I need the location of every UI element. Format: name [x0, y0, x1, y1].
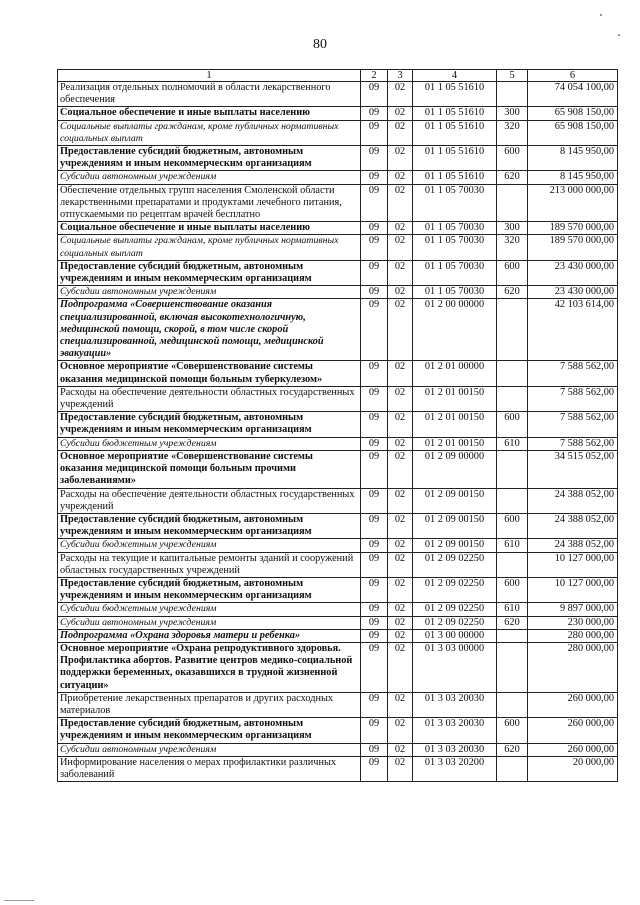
- row-target-code-cell: 01 3 03 20200: [413, 756, 497, 781]
- row-expense-type-cell: 610: [497, 437, 528, 450]
- row-subsection-cell: 02: [388, 552, 413, 577]
- row-amount-cell: 280 000,00: [528, 629, 618, 642]
- row-expense-type-cell: 610: [497, 603, 528, 616]
- row-name-cell: Основное мероприятие «Охрана репродуктивного здоровья. Профилактика абортов. Развитие центров медико-социальной поддержки беременных, оказавшихся в трудной жизненной ситуации»: [58, 642, 361, 692]
- row-amount-cell: 65 908 150,00: [528, 120, 618, 145]
- row-subsection-cell: 02: [388, 82, 413, 107]
- row-subsection-cell: 02: [388, 171, 413, 184]
- row-expense-type-cell: 600: [497, 513, 528, 538]
- table-row: [58, 107, 618, 120]
- row-expense-type-cell: [497, 642, 528, 692]
- table-row: [58, 361, 618, 386]
- row-section-cell: 09: [361, 616, 388, 629]
- row-target-code-cell: 01 3 03 20030: [413, 692, 497, 717]
- row-target-code-cell: 01 1 05 51610: [413, 82, 497, 107]
- row-section-cell: 09: [361, 513, 388, 538]
- scan-mark: [4, 900, 34, 901]
- row-section-cell: 09: [361, 539, 388, 552]
- row-expense-type-cell: 320: [497, 120, 528, 145]
- row-target-code-cell: 01 2 09 02250: [413, 603, 497, 616]
- column-header: 4: [413, 70, 497, 82]
- row-target-code-cell: 01 3 03 20030: [413, 743, 497, 756]
- table-row: [58, 120, 618, 145]
- row-expense-type-cell: [497, 488, 528, 513]
- row-name-cell: Социальные выплаты гражданам, кроме публичных нормативных социальных выплат: [58, 120, 361, 145]
- row-section-cell: 09: [361, 286, 388, 299]
- row-subsection-cell: 02: [388, 756, 413, 781]
- table-row: [58, 82, 618, 107]
- row-expense-type-cell: [497, 386, 528, 411]
- row-section-cell: 09: [361, 412, 388, 437]
- scan-mark: [600, 14, 602, 16]
- row-expense-type-cell: 300: [497, 107, 528, 120]
- row-name-cell: Предоставление субсидий бюджетным, автономным учреждениям и иным некоммерческим организациям: [58, 718, 361, 743]
- row-section-cell: 09: [361, 552, 388, 577]
- row-target-code-cell: 01 2 09 02250: [413, 552, 497, 577]
- row-target-code-cell: 01 2 01 00150: [413, 412, 497, 437]
- row-name-cell: Предоставление субсидий бюджетным, автономным учреждениям и иным некоммерческим организациям: [58, 577, 361, 602]
- row-amount-cell: 7 588 562,00: [528, 412, 618, 437]
- row-expense-type-cell: 300: [497, 222, 528, 235]
- table-row: [58, 222, 618, 235]
- row-expense-type-cell: 610: [497, 539, 528, 552]
- row-name-cell: Субсидии автономным учреждениям: [58, 616, 361, 629]
- row-subsection-cell: 02: [388, 718, 413, 743]
- row-amount-cell: 280 000,00: [528, 642, 618, 692]
- row-subsection-cell: 02: [388, 412, 413, 437]
- row-amount-cell: 20 000,00: [528, 756, 618, 781]
- row-amount-cell: 74 054 100,00: [528, 82, 618, 107]
- table-row: [58, 386, 618, 411]
- row-target-code-cell: 01 1 05 70030: [413, 184, 497, 222]
- row-target-code-cell: 01 2 00 00000: [413, 299, 497, 361]
- page-number: 80: [313, 37, 327, 52]
- row-section-cell: 09: [361, 743, 388, 756]
- row-subsection-cell: 02: [388, 692, 413, 717]
- row-expense-type-cell: 620: [497, 616, 528, 629]
- row-section-cell: 09: [361, 107, 388, 120]
- row-amount-cell: 7 588 562,00: [528, 386, 618, 411]
- row-name-cell: Подпрограмма «Совершенствование оказания специализированной, включая высокотехнологичную, медицинской помощи, скорой, в том числе скорой специализированной, медицинской помощи, медицинской эвакуации»: [58, 299, 361, 361]
- row-amount-cell: 189 570 000,00: [528, 235, 618, 260]
- row-section-cell: 09: [361, 184, 388, 222]
- row-amount-cell: 189 570 000,00: [528, 222, 618, 235]
- row-target-code-cell: 01 1 05 51610: [413, 120, 497, 145]
- row-name-cell: Информирование населения о мерах профилактики различных заболеваний: [58, 756, 361, 781]
- row-subsection-cell: 02: [388, 361, 413, 386]
- table-row: [58, 412, 618, 437]
- table-row: [58, 146, 618, 171]
- table-row: [58, 539, 618, 552]
- row-section-cell: 09: [361, 171, 388, 184]
- table-row: [58, 718, 618, 743]
- row-target-code-cell: 01 1 05 70030: [413, 286, 497, 299]
- row-name-cell: Субсидии бюджетным учреждениям: [58, 437, 361, 450]
- row-amount-cell: 7 588 562,00: [528, 437, 618, 450]
- row-expense-type-cell: [497, 361, 528, 386]
- row-expense-type-cell: 620: [497, 743, 528, 756]
- row-target-code-cell: 01 1 05 70030: [413, 235, 497, 260]
- row-name-cell: Социальные выплаты гражданам, кроме публичных нормативных социальных выплат: [58, 235, 361, 260]
- row-section-cell: 09: [361, 629, 388, 642]
- table-row: [58, 260, 618, 285]
- row-name-cell: Расходы на обеспечение деятельности областных государственных учреждений: [58, 386, 361, 411]
- row-amount-cell: 260 000,00: [528, 743, 618, 756]
- table-row: [58, 743, 618, 756]
- row-expense-type-cell: [497, 756, 528, 781]
- table-row: [58, 437, 618, 450]
- row-expense-type-cell: 320: [497, 235, 528, 260]
- table-row: [58, 488, 618, 513]
- row-section-cell: 09: [361, 299, 388, 361]
- row-subsection-cell: 02: [388, 642, 413, 692]
- row-subsection-cell: 02: [388, 235, 413, 260]
- row-target-code-cell: 01 2 09 00000: [413, 450, 497, 488]
- row-amount-cell: 260 000,00: [528, 718, 618, 743]
- row-subsection-cell: 02: [388, 513, 413, 538]
- row-name-cell: Приобретение лекарственных препаратов и других расходных материалов: [58, 692, 361, 717]
- row-expense-type-cell: 600: [497, 146, 528, 171]
- row-target-code-cell: 01 3 03 20030: [413, 718, 497, 743]
- row-expense-type-cell: 620: [497, 286, 528, 299]
- row-section-cell: 09: [361, 450, 388, 488]
- row-expense-type-cell: [497, 82, 528, 107]
- row-amount-cell: 24 388 052,00: [528, 488, 618, 513]
- row-amount-cell: 10 127 000,00: [528, 577, 618, 602]
- row-name-cell: Субсидии бюджетным учреждениям: [58, 603, 361, 616]
- row-amount-cell: 34 515 052,00: [528, 450, 618, 488]
- row-expense-type-cell: [497, 184, 528, 222]
- row-section-cell: 09: [361, 361, 388, 386]
- row-amount-cell: 260 000,00: [528, 692, 618, 717]
- row-name-cell: Расходы на текущие и капитальные ремонты зданий и сооружений областных государственных учреждений: [58, 552, 361, 577]
- row-amount-cell: 24 388 052,00: [528, 513, 618, 538]
- table-row: [58, 450, 618, 488]
- row-subsection-cell: 02: [388, 539, 413, 552]
- row-target-code-cell: 01 2 09 02250: [413, 577, 497, 602]
- column-header: 3: [388, 70, 413, 82]
- row-section-cell: 09: [361, 642, 388, 692]
- row-amount-cell: 10 127 000,00: [528, 552, 618, 577]
- row-expense-type-cell: [497, 692, 528, 717]
- row-amount-cell: 213 000 000,00: [528, 184, 618, 222]
- row-target-code-cell: 01 1 05 51610: [413, 107, 497, 120]
- row-name-cell: Предоставление субсидий бюджетным, автономным учреждениям и иным некоммерческим организациям: [58, 260, 361, 285]
- row-section-cell: 09: [361, 718, 388, 743]
- row-name-cell: Подпрограмма «Охрана здоровья матери и ребенка»: [58, 629, 361, 642]
- row-section-cell: 09: [361, 120, 388, 145]
- row-subsection-cell: 02: [388, 488, 413, 513]
- row-name-cell: Реализация отдельных полномочий в области лекарственного обеспечения: [58, 82, 361, 107]
- row-name-cell: Социальное обеспечение и иные выплаты населению: [58, 107, 361, 120]
- row-section-cell: 09: [361, 437, 388, 450]
- row-target-code-cell: 01 3 03 00000: [413, 642, 497, 692]
- row-expense-type-cell: [497, 629, 528, 642]
- row-subsection-cell: 02: [388, 260, 413, 285]
- row-target-code-cell: 01 2 09 00150: [413, 513, 497, 538]
- row-subsection-cell: 02: [388, 629, 413, 642]
- row-expense-type-cell: [497, 299, 528, 361]
- row-amount-cell: 8 145 950,00: [528, 146, 618, 171]
- table-row: [58, 692, 618, 717]
- table-row: [58, 577, 618, 602]
- row-section-cell: 09: [361, 488, 388, 513]
- row-target-code-cell: 01 1 05 51610: [413, 171, 497, 184]
- row-name-cell: Субсидии автономным учреждениям: [58, 171, 361, 184]
- table-row: [58, 286, 618, 299]
- row-name-cell: Предоставление субсидий бюджетным, автономным учреждениям и иным некоммерческим организациям: [58, 412, 361, 437]
- table-row: [58, 552, 618, 577]
- row-name-cell: Субсидии автономным учреждениям: [58, 743, 361, 756]
- row-amount-cell: 7 588 562,00: [528, 361, 618, 386]
- row-subsection-cell: 02: [388, 616, 413, 629]
- row-subsection-cell: 02: [388, 299, 413, 361]
- row-amount-cell: 42 103 614,00: [528, 299, 618, 361]
- row-expense-type-cell: [497, 552, 528, 577]
- row-name-cell: Основное мероприятие «Совершенствование системы оказания медицинской помощи больным туберкулезом»: [58, 361, 361, 386]
- row-amount-cell: 65 908 150,00: [528, 107, 618, 120]
- row-section-cell: 09: [361, 235, 388, 260]
- row-name-cell: Расходы на обеспечение деятельности областных государственных учреждений: [58, 488, 361, 513]
- table-row: [58, 299, 618, 361]
- row-section-cell: 09: [361, 386, 388, 411]
- row-target-code-cell: 01 1 05 51610: [413, 146, 497, 171]
- row-name-cell: Предоставление субсидий бюджетным, автономным учреждениям и иным некоммерческим организациям: [58, 513, 361, 538]
- row-section-cell: 09: [361, 260, 388, 285]
- table-row: [58, 616, 618, 629]
- row-section-cell: 09: [361, 146, 388, 171]
- row-section-cell: 09: [361, 692, 388, 717]
- row-subsection-cell: 02: [388, 743, 413, 756]
- row-subsection-cell: 02: [388, 437, 413, 450]
- table-row: [58, 184, 618, 222]
- table-row: [58, 629, 618, 642]
- row-target-code-cell: 01 2 09 02250: [413, 616, 497, 629]
- table-row: [58, 603, 618, 616]
- row-expense-type-cell: 600: [497, 577, 528, 602]
- row-section-cell: 09: [361, 577, 388, 602]
- column-header: 2: [361, 70, 388, 82]
- row-name-cell: Предоставление субсидий бюджетным, автономным учреждениям и иным некоммерческим организациям: [58, 146, 361, 171]
- row-expense-type-cell: 620: [497, 171, 528, 184]
- row-subsection-cell: 02: [388, 286, 413, 299]
- row-name-cell: Субсидии бюджетным учреждениям: [58, 539, 361, 552]
- table-row: [58, 513, 618, 538]
- row-section-cell: 09: [361, 756, 388, 781]
- row-amount-cell: 24 388 052,00: [528, 539, 618, 552]
- row-target-code-cell: 01 3 00 00000: [413, 629, 497, 642]
- row-target-code-cell: 01 1 05 70030: [413, 260, 497, 285]
- row-subsection-cell: 02: [388, 450, 413, 488]
- row-subsection-cell: 02: [388, 386, 413, 411]
- row-subsection-cell: 02: [388, 146, 413, 171]
- row-name-cell: Социальное обеспечение и иные выплаты населению: [58, 222, 361, 235]
- row-target-code-cell: 01 2 09 00150: [413, 488, 497, 513]
- row-amount-cell: 23 430 000,00: [528, 286, 618, 299]
- row-target-code-cell: 01 2 01 00000: [413, 361, 497, 386]
- row-amount-cell: 230 000,00: [528, 616, 618, 629]
- row-name-cell: Обеспечение отдельных групп населения Смоленской области лекарственными препаратами и продуктами лечебного питания, отпускаемыми по рецептам врачей бесплатно: [58, 184, 361, 222]
- row-subsection-cell: 02: [388, 107, 413, 120]
- table-row: [58, 171, 618, 184]
- row-amount-cell: 23 430 000,00: [528, 260, 618, 285]
- row-subsection-cell: 02: [388, 222, 413, 235]
- scan-mark: [618, 34, 620, 36]
- budget-table: [57, 69, 618, 782]
- row-subsection-cell: 02: [388, 603, 413, 616]
- table-row: [58, 235, 618, 260]
- row-target-code-cell: 01 2 01 00150: [413, 437, 497, 450]
- table-row: [58, 642, 618, 692]
- row-amount-cell: 9 897 000,00: [528, 603, 618, 616]
- column-header: 5: [497, 70, 528, 82]
- row-name-cell: Основное мероприятие «Совершенствование системы оказания медицинской помощи больным прочими заболеваниями»: [58, 450, 361, 488]
- row-section-cell: 09: [361, 603, 388, 616]
- row-amount-cell: 8 145 950,00: [528, 171, 618, 184]
- row-target-code-cell: 01 2 09 00150: [413, 539, 497, 552]
- row-target-code-cell: 01 2 01 00150: [413, 386, 497, 411]
- row-target-code-cell: 01 1 05 70030: [413, 222, 497, 235]
- row-subsection-cell: 02: [388, 184, 413, 222]
- row-section-cell: 09: [361, 82, 388, 107]
- column-header: 1: [58, 70, 361, 82]
- row-expense-type-cell: 600: [497, 718, 528, 743]
- table-header-row: [58, 70, 618, 82]
- table-row: [58, 756, 618, 781]
- row-name-cell: Субсидии автономным учреждениям: [58, 286, 361, 299]
- row-expense-type-cell: 600: [497, 260, 528, 285]
- row-subsection-cell: 02: [388, 577, 413, 602]
- table-body: [58, 82, 618, 782]
- column-header: 6: [528, 70, 618, 82]
- row-expense-type-cell: [497, 450, 528, 488]
- row-expense-type-cell: 600: [497, 412, 528, 437]
- row-subsection-cell: 02: [388, 120, 413, 145]
- row-section-cell: 09: [361, 222, 388, 235]
